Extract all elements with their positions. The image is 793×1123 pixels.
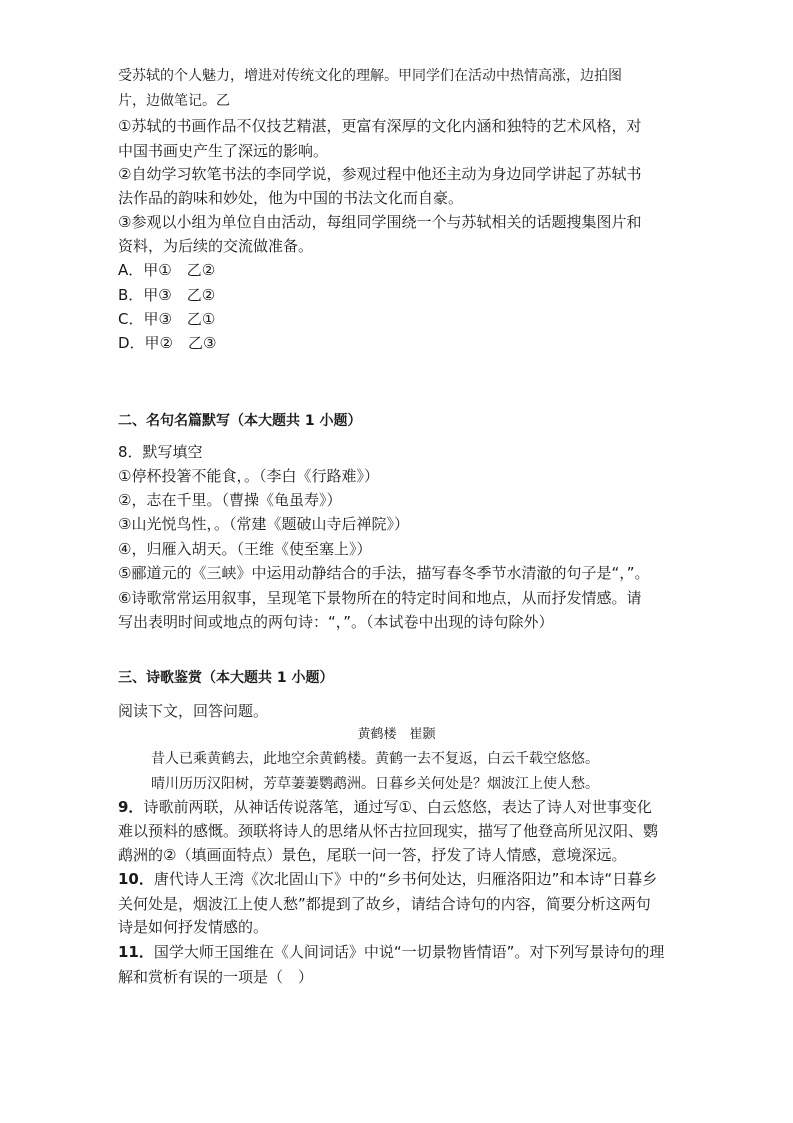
fill-item-1: ①停杯投箸不能食，。（李白《行路难》） (118, 467, 379, 485)
choice-d: D．甲② 乙③ (118, 334, 217, 352)
question-10-line-3: 诗是如何抒发情感的。 (118, 918, 269, 936)
question-10-number: 10． (118, 870, 154, 888)
intro-line-2: 片，边做笔记。乙 (118, 93, 230, 109)
fill-item-4: ④，归雁入胡天。（王维《使至塞上》） (118, 540, 372, 558)
option-3-line-2: 资料，为后续的交流做准备。 (118, 237, 314, 255)
fill-item-6-line-1: ⑥诗歌常常运用叙事，呈现笔下景物所在的特定时间和地点，从而抒发情感。请 (118, 589, 642, 607)
question-10-text-1: 唐代诗人王湾《次北固山下》中的“乡书何处达，归雁洛阳边”和本诗“日暮乡 (153, 870, 658, 888)
reading-instruction: 阅读下文，回答问题。 (118, 702, 269, 720)
question-11-line-1 (118, 942, 664, 962)
question-11-number: 11． (118, 943, 154, 961)
question-9-line-2: 难以预料的感慨。颈联将诗人的思绪从怀古拉回现实，描写了他登高所见汉阳、鹦 (118, 822, 659, 840)
question-9-line-1 (118, 797, 652, 817)
poem-line-1: 昔人已乘黄鹤去，此地空余黄鹤楼。黄鹤一去不复返，白云千载空悠悠。 (151, 751, 599, 767)
section-3-heading: 三、诗歌鉴赏（本大题共 1 小题） (118, 670, 334, 686)
option-1-line-1: ①苏轼的书画作品不仅技艺精湛，更富有深厚的文化内涵和独特的艺术风格，对 (118, 117, 642, 135)
section-2-heading: 二、名句名篇默写（本大题共 1 小题） (118, 413, 362, 429)
choice-c: C．甲③ 乙① (118, 310, 216, 328)
question-9-line-3: 鹉洲的②（填画面特点）景色，尾联一问一答，抒发了诗人情感，意境深远。 (118, 846, 627, 864)
choice-a: A．甲① 乙② (118, 261, 216, 279)
question-11-line-2: 解和赏析有误的一项是（ ） (118, 968, 314, 986)
question-9-text-1: 诗歌前两联，从神话传说落笔，通过写①、白云悠悠，表达了诗人对世事变化 (143, 798, 652, 816)
question-10-line-2: 关何处是，烟波江上使人愁”都提到了故乡，请结合诗句的内容，简要分析这两句 (118, 895, 651, 913)
intro-line-1: 受苏轼的个人魅力，增进对传统文化的理解。甲同学们在活动中热情高涨，边拍图 (118, 68, 622, 84)
option-3-line-1: ③参观以小组为单位自由活动，每组同学围绕一个与苏轼相关的话题搜集图片和 (118, 213, 642, 231)
option-2-line-1: ②自幼学习软笔书法的李同学说，参观过程中他还主动为身边同学讲起了苏轼书 (118, 165, 642, 183)
question-11-text-1: 国学大师王国维在《人间词话》中说“一切景物皆情语”。对下列写景诗句的理 (153, 943, 665, 961)
poem-title: 黄鹤楼 崔颢 (357, 727, 436, 742)
poem-line-2: 晴川历历汉阳树，芳草萋萋鹦鹉洲。日暮乡关何处是？烟波江上使人愁。 (151, 776, 599, 792)
fill-item-2: ②，志在千里。（曹操《龟虽寿》） (118, 491, 342, 509)
option-2-line-2: 法作品的韵味和妙处，他为中国的书法文化而自豪。 (118, 189, 464, 207)
choice-b: B．甲③ 乙② (118, 286, 216, 304)
question-8: 8．默写填空 (118, 443, 203, 461)
option-1-line-2: 中国书画史产生了深远的影响。 (118, 142, 329, 160)
question-10-line-1 (118, 869, 657, 889)
question-9-number: 9． (118, 798, 144, 816)
fill-item-3: ③山光悦鸟性，。（常建《题破山寺后禅院》） (118, 515, 409, 533)
fill-item-6-line-2: 写出表明时间或地点的两句诗：“，”。（本试卷中出现的诗句除外） (118, 613, 554, 631)
fill-item-5: ⑤郦道元的《三峡》中运用动静结合的手法，描写春冬季节水清澈的句子是“，”。 (118, 564, 650, 582)
